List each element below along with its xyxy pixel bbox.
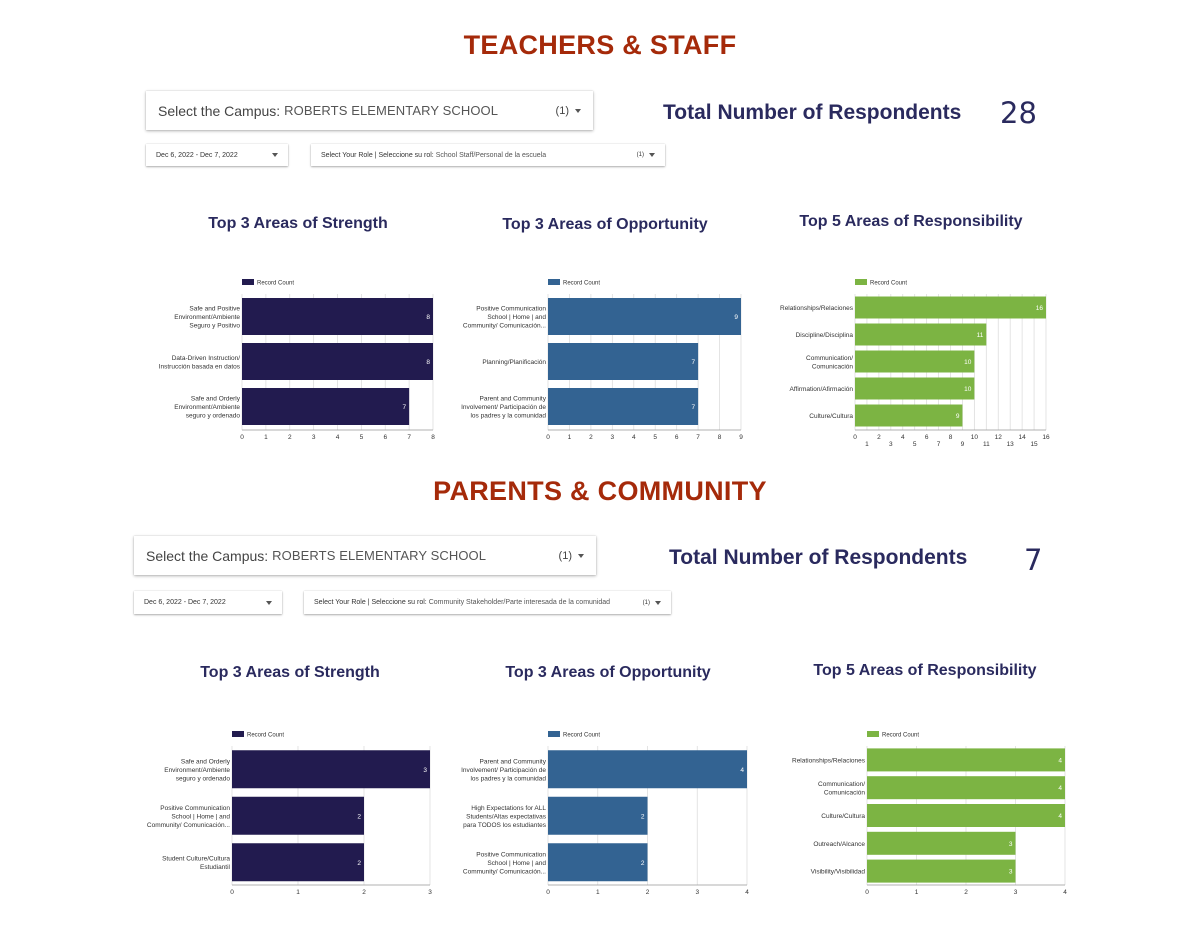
tick-label: 1 <box>296 889 300 896</box>
data-label: 8 <box>426 314 430 321</box>
data-label: 10 <box>964 386 972 393</box>
data-label: 3 <box>1008 840 1013 848</box>
tick-label: 0 <box>865 889 869 896</box>
respondents-value: 7 <box>1024 543 1043 577</box>
bar-chart-strength-2 <box>140 724 440 904</box>
tick-label: 7 <box>407 434 411 441</box>
date-range-value: Dec 6, 2022 - Dec 7, 2022 <box>144 599 226 606</box>
role-select-label: Select Your Role | Seleccione su rol: <box>314 599 427 606</box>
category-label: School | Home | and <box>171 813 230 821</box>
category-label: Environment/Ambiente <box>164 766 230 774</box>
category-label: School | Home | and <box>487 859 546 867</box>
category-label: Community/ Comunicación... <box>462 868 546 876</box>
chart-title-responsibility: Top 5 Areas of Responsibility <box>813 662 1037 679</box>
tick-label: 1 <box>264 434 268 441</box>
category-label: Discipline/Disciplina <box>795 332 853 339</box>
category-label: Communication/ <box>818 780 865 788</box>
data-label: 3 <box>423 766 427 774</box>
tick-label: 2 <box>645 889 650 896</box>
category-label: Affirmation/Afirmación <box>789 386 853 393</box>
category-label: Planning/Planificación <box>482 359 546 366</box>
bar <box>867 748 1065 771</box>
tick-label: 5 <box>912 441 917 448</box>
tick-label: 7 <box>936 441 941 448</box>
bar <box>242 388 409 425</box>
bar <box>855 324 986 346</box>
section-title-teachers: TEACHERS & STAFF <box>463 30 737 60</box>
tick-label: 6 <box>924 434 929 441</box>
category-label: los padres y la comunidad <box>470 412 546 420</box>
tick-label: 6 <box>674 434 679 441</box>
category-label: Comunicación <box>811 363 853 371</box>
data-label: 4 <box>1058 757 1062 765</box>
caret-down-icon <box>578 554 584 558</box>
category-label: seguro y ordenado <box>185 412 240 420</box>
tick-label: 12 <box>994 434 1002 441</box>
category-label: Safe and Positive <box>189 305 240 313</box>
tick-label: 3 <box>311 434 316 441</box>
bar <box>548 343 698 380</box>
data-label: 7 <box>691 404 696 411</box>
respondents-value: 28 <box>1000 96 1037 130</box>
caret-down-icon <box>655 601 661 605</box>
category-label: Relationships/Relaciones <box>780 305 853 312</box>
tick-label: 11 <box>982 441 990 448</box>
legend-label: Record Count <box>870 280 908 287</box>
data-label: 9 <box>734 314 738 321</box>
category-label: Students/Altas expectativas <box>466 813 546 821</box>
campus-select[interactable] <box>146 91 593 130</box>
bar <box>548 750 747 788</box>
category-label: los padres y la comunidad <box>470 775 546 783</box>
bar <box>855 297 1046 319</box>
chart-title-strength: Top 3 Areas of Strength <box>208 215 388 232</box>
category-label: Positive Communication <box>476 851 546 859</box>
tick-label: 1 <box>865 441 869 448</box>
tick-label: 10 <box>970 434 978 441</box>
tick-label: 1 <box>567 434 572 441</box>
tick-label: 8 <box>431 434 435 441</box>
category-label: Community/ Comunicación... <box>462 322 546 330</box>
tick-label: 4 <box>900 434 905 441</box>
tick-label: 2 <box>877 434 881 441</box>
category-label: Safe and Orderly <box>180 758 230 766</box>
tick-label: 5 <box>653 434 658 441</box>
campus-select[interactable] <box>134 536 596 575</box>
role-select[interactable] <box>311 144 665 166</box>
date-range-picker[interactable] <box>146 144 288 166</box>
category-label: Environment/Ambiente <box>174 314 240 321</box>
legend-swatch <box>548 731 560 737</box>
category-label: Instrucción basada en datos <box>158 363 240 371</box>
chart-title-opportunity: Top 3 Areas of Opportunity <box>502 216 708 233</box>
legend-swatch <box>242 279 254 285</box>
bar <box>855 405 962 427</box>
tick-label: 2 <box>589 434 593 441</box>
bar <box>548 298 741 335</box>
data-label: 2 <box>357 813 361 821</box>
data-label: 3 <box>1008 868 1013 876</box>
data-label: 2 <box>640 859 645 867</box>
campus-select-count: (1) <box>555 104 569 117</box>
chart-title-strength: Top 3 Areas of Strength <box>200 664 380 681</box>
legend-swatch <box>548 279 560 285</box>
category-label: para TODOS los estudiantes <box>463 821 546 829</box>
category-label: High Expectations for ALL <box>471 804 546 812</box>
tick-label: 5 <box>359 434 364 441</box>
data-label: 9 <box>955 413 960 420</box>
data-label: 11 <box>976 332 984 339</box>
tick-label: 8 <box>948 434 953 441</box>
tick-label: 15 <box>1030 441 1038 448</box>
bar <box>867 860 1016 883</box>
caret-down-icon <box>649 153 655 157</box>
bar <box>242 298 433 335</box>
tick-label: 0 <box>853 434 857 441</box>
data-label: 16 <box>1035 305 1043 312</box>
tick-label: 0 <box>546 434 550 441</box>
role-select-value: Community Stakeholder/Parte interesada de la comunidad <box>428 599 611 606</box>
category-label: Relationships/Relaciones <box>792 757 865 765</box>
campus-select-label: Select the Campus: <box>146 547 269 564</box>
data-label: 2 <box>357 859 361 867</box>
tick-label: 7 <box>696 434 700 441</box>
section-title-parents: PARENTS & COMMUNITY <box>433 476 767 506</box>
tick-label: 0 <box>230 889 234 896</box>
tick-label: 6 <box>383 434 388 441</box>
caret-down-icon <box>272 153 278 157</box>
tick-label: 3 <box>610 434 615 441</box>
tick-label: 2 <box>964 889 968 896</box>
data-label: 8 <box>426 359 430 366</box>
bar <box>867 832 1016 855</box>
tick-label: 0 <box>240 434 244 441</box>
category-label: Culture/Cultura <box>809 413 853 420</box>
data-label: 4 <box>740 766 744 774</box>
date-range-picker[interactable] <box>134 591 282 614</box>
tick-label: 4 <box>335 434 340 441</box>
tick-label: 4 <box>631 434 636 441</box>
caret-down-icon <box>266 601 272 605</box>
tick-label: 3 <box>695 889 700 896</box>
bar-chart-opportunity-2 <box>450 724 755 904</box>
tick-label: 3 <box>428 889 432 896</box>
legend-label: Record Count <box>563 732 601 739</box>
category-label: Comunicación <box>823 789 865 797</box>
bar <box>232 750 430 788</box>
category-label: Data-Driven Instruction/ <box>171 354 240 362</box>
data-label: 10 <box>964 359 972 366</box>
role-select-label: Select Your Role | Seleccione su rol: <box>321 151 434 159</box>
category-label: Visibility/Visibilidad <box>810 868 865 876</box>
bar <box>548 843 648 881</box>
tick-label: 3 <box>1013 889 1018 896</box>
bar <box>548 797 648 835</box>
category-label: Outreach/Alcance <box>813 840 865 848</box>
role-select[interactable] <box>304 591 671 614</box>
legend-label: Record Count <box>882 732 920 739</box>
tick-label: 1 <box>914 889 919 896</box>
category-label: Positive Communication <box>160 804 230 812</box>
tick-label: 1 <box>595 889 600 896</box>
category-label: Student Culture/Cultura <box>162 855 230 863</box>
category-label: Environment/Ambiente <box>174 404 240 411</box>
bar <box>232 843 364 881</box>
bar <box>232 797 364 835</box>
category-label: Communication/ <box>806 354 853 362</box>
tick-label: 4 <box>1063 889 1067 896</box>
tick-label: 2 <box>287 434 292 441</box>
category-label: Parent and Community <box>479 395 546 403</box>
category-label: Involvement/ Participación de <box>461 404 546 411</box>
tick-label: 8 <box>717 434 722 441</box>
data-label: 7 <box>691 359 696 366</box>
tick-label: 13 <box>1006 441 1014 448</box>
legend-label: Record Count <box>247 732 285 739</box>
bar <box>242 343 433 380</box>
category-label: seguro y ordenado <box>175 775 230 783</box>
bar-chart-strength-1 <box>145 272 445 452</box>
legend-label: Record Count <box>257 280 295 287</box>
tick-label: 3 <box>889 441 893 448</box>
chart-title-opportunity: Top 3 Areas of Opportunity <box>505 664 711 681</box>
bar <box>855 351 974 373</box>
bar-chart-responsibility-2 <box>770 724 1075 904</box>
campus-select-value: ROBERTS ELEMENTARY SCHOOL <box>284 103 499 118</box>
category-label: Safe and Orderly <box>190 395 240 403</box>
date-range-value: Dec 6, 2022 - Dec 7, 2022 <box>156 151 238 159</box>
data-label: 7 <box>402 404 407 411</box>
legend-swatch <box>855 279 867 285</box>
respondents-label: Total Number of Respondents <box>669 546 968 569</box>
tick-label: 9 <box>739 434 743 441</box>
data-label: 4 <box>1058 785 1062 793</box>
data-label: 4 <box>1058 813 1062 820</box>
role-select-count: (1) <box>642 599 650 606</box>
role-select-value: School Staff/Personal de la escuela <box>435 151 547 159</box>
legend-swatch <box>232 731 244 737</box>
tick-label: 16 <box>1042 434 1050 441</box>
tick-label: 2 <box>362 889 366 896</box>
bar-chart-responsibility-1 <box>755 272 1060 452</box>
category-label: Parent and Community <box>479 758 546 766</box>
legend-label: Record Count <box>563 280 601 287</box>
tick-label: 0 <box>546 889 550 896</box>
role-select-count: (1) <box>636 152 644 158</box>
campus-select-label: Select the Campus: <box>158 102 281 119</box>
tick-label: 14 <box>1018 434 1026 441</box>
tick-label: 4 <box>745 889 749 896</box>
data-label: 2 <box>640 813 645 821</box>
category-label: Community/ Comunicación... <box>146 821 230 829</box>
tick-label: 9 <box>960 441 965 448</box>
bar <box>867 776 1065 799</box>
category-label: Positive Communication <box>476 305 546 313</box>
campus-select-value: ROBERTS ELEMENTARY SCHOOL <box>272 548 487 563</box>
bar <box>855 378 974 400</box>
respondents-label: Total Number of Respondents <box>663 101 962 124</box>
legend-swatch <box>867 731 879 737</box>
caret-down-icon <box>575 109 581 113</box>
category-label: School | Home | and <box>487 314 546 321</box>
category-label: Estudiantil <box>200 864 230 871</box>
bar <box>548 388 698 425</box>
bar <box>867 804 1065 827</box>
bar-chart-opportunity-1 <box>448 272 753 452</box>
category-label: Culture/Cultura <box>821 813 865 820</box>
chart-title-responsibility: Top 5 Areas of Responsibility <box>799 213 1023 230</box>
category-label: Involvement/ Participación de <box>461 766 546 774</box>
category-label: Seguro y Positivo <box>189 322 240 330</box>
campus-select-count: (1) <box>558 549 572 562</box>
